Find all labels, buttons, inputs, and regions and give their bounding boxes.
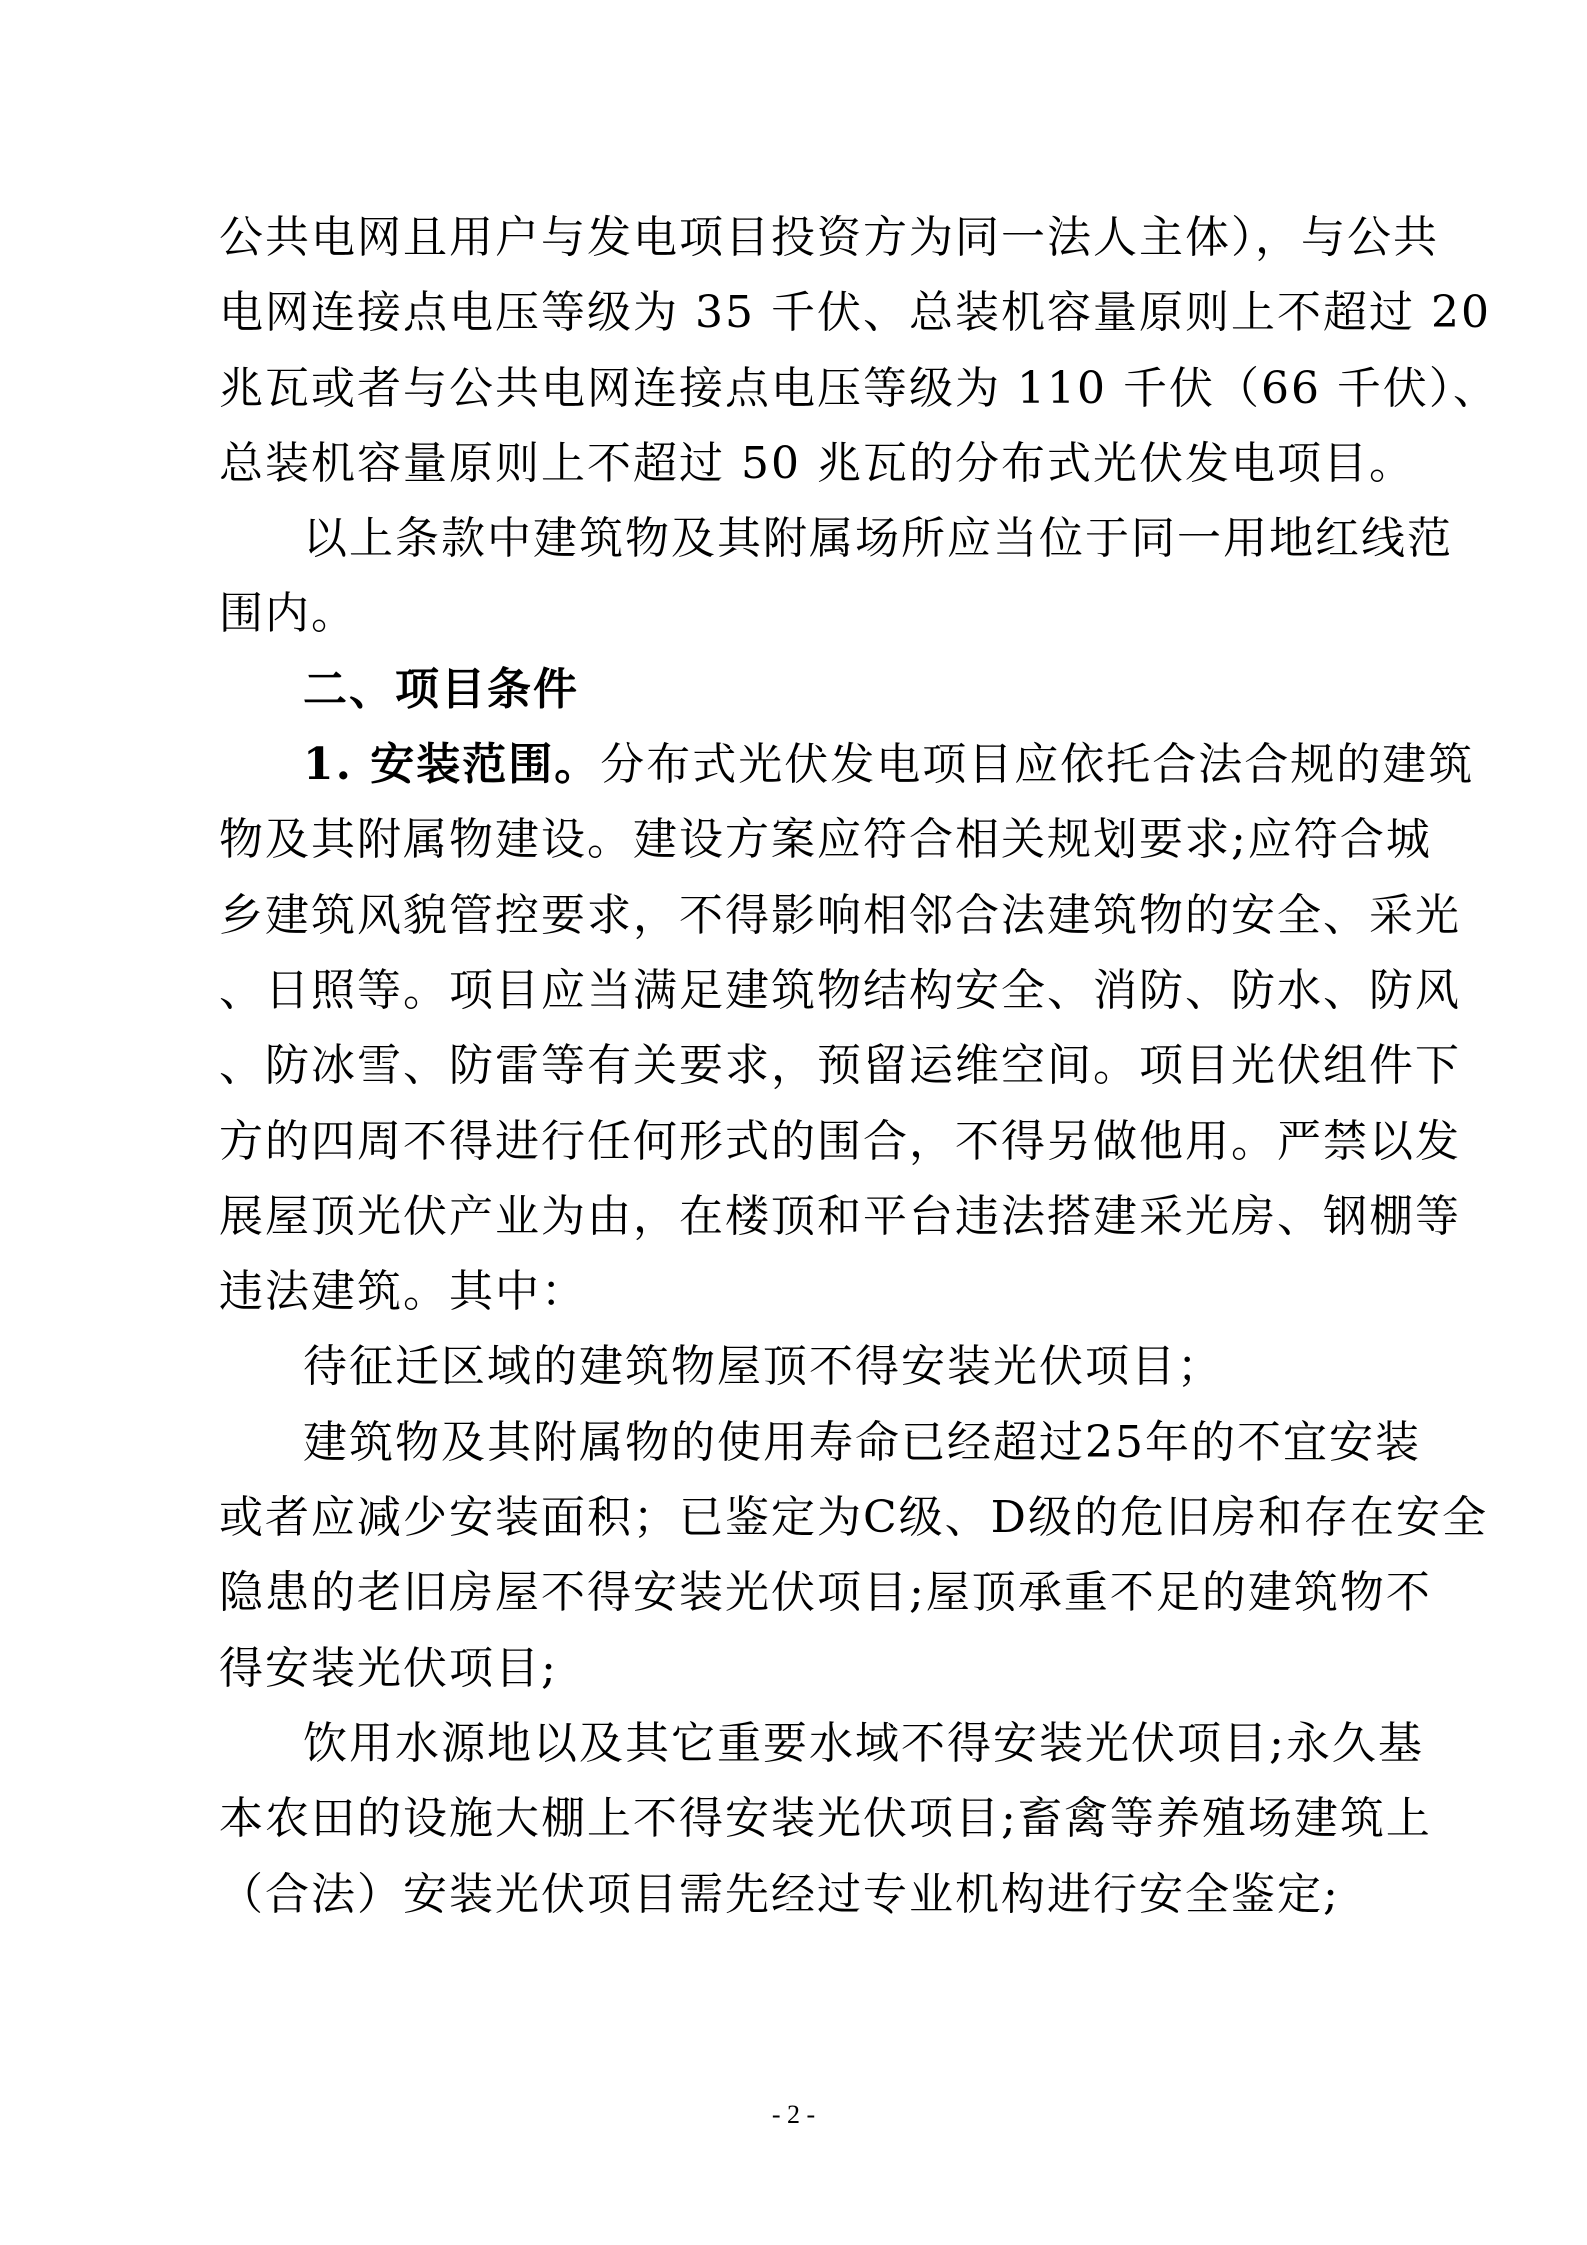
text-line: 电网连接点电压等级为 35 千伏、总装机容量原则上不超过 20	[219, 287, 1491, 339]
text-line: 、防冰雪、防雷等有关要求，预留运维空间。项目光伏组件下	[219, 1040, 1461, 1092]
paragraph-group-2	[219, 802, 1488, 1931]
paragraph-group-1	[219, 200, 1499, 652]
text-line: 或者应减少安装面积；已鉴定为C级、D级的危旧房和存在安全	[219, 1492, 1488, 1544]
item-1-label: 1. 安装范围。	[303, 739, 601, 791]
text-line: （合法）安装光伏项目需先经过专业机构进行安全鉴定;	[219, 1868, 1340, 1920]
text-line: 公共电网且用户与发电项目投资方为同一法人主体），与公共	[219, 212, 1439, 263]
text-line: 物及其附属物建设。建设方案应符合相关规划要求;应符合城	[219, 814, 1432, 866]
text-line: 围内。	[219, 588, 357, 640]
text-line: 、日照等。项目应当满足建筑物结构安全、消防、防水、防风	[219, 964, 1461, 1016]
text-line: 展屋顶光伏产业为由，在楼顶和平台违法搭建采光房、钢棚等	[219, 1190, 1461, 1242]
text-line: 得安装光伏项目;	[219, 1642, 558, 1694]
text-line: 乡建筑风貌管控要求，不得影响相邻合法建筑物的安全、采光	[219, 889, 1461, 941]
item-1-text: 分布式光伏发电项目应依托合法合规的建筑	[600, 739, 1475, 791]
item-1-first-line	[219, 727, 1475, 802]
text-line: 违法建筑。其中：	[219, 1266, 587, 1318]
text-line: 隐患的老旧房屋不得安装光伏项目;屋顶承重不足的建筑物不	[219, 1567, 1432, 1619]
section-heading: 二、项目条件	[303, 663, 579, 715]
text-line: 建筑物及其附属物的使用寿命已经超过25年的不宜安装	[303, 1416, 1421, 1468]
text-line: 本农田的设施大棚上不得安装光伏项目;畜禽等养殖场建筑上	[219, 1793, 1432, 1845]
text-line: 以上条款中建筑物及其附属场所应当位于同一用地红线范	[303, 513, 1453, 565]
page-number: - 2 -	[771, 2100, 816, 2129]
text-line: 饮用水源地以及其它重要水域不得安装光伏项目;永久基	[303, 1717, 1424, 1769]
text-line: 总装机容量原则上不超过 50 兆瓦的分布式光伏发电项目。	[219, 437, 1415, 489]
document-body	[219, 200, 1499, 1932]
text-line: 待征迁区域的建筑物屋顶不得安装光伏项目；	[303, 1341, 1223, 1393]
text-line: 兆瓦或者与公共电网连接点电压等级为 110 千伏（66 千伏）、	[219, 362, 1499, 414]
text-line: 方的四周不得进行任何形式的围合，不得另做他用。严禁以发	[219, 1115, 1461, 1167]
